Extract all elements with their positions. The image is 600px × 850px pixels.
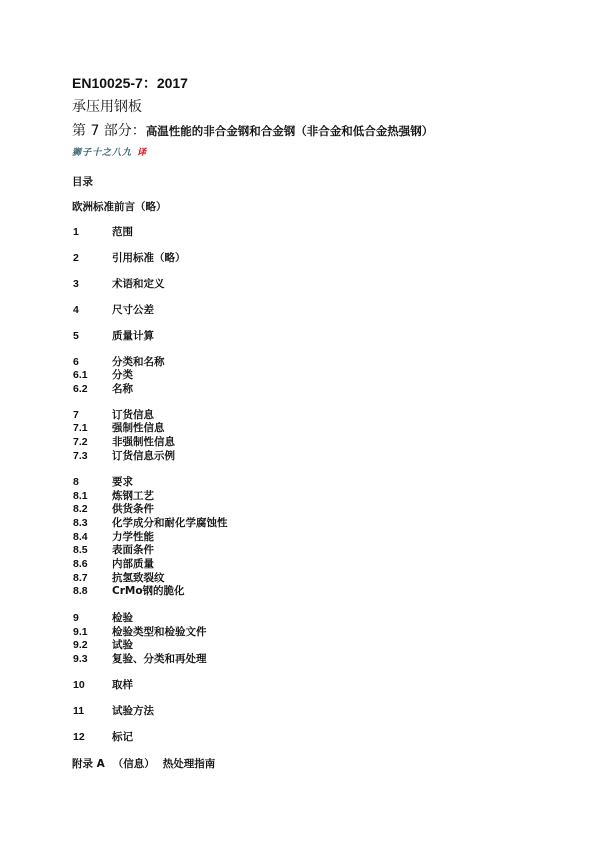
toc-preface: 欧洲标准前言（略） xyxy=(72,201,167,213)
toc-entry-label: 试验 xyxy=(112,639,133,651)
toc-entry-label: 力学性能 xyxy=(112,531,154,543)
toc-entry-label: 检验 xyxy=(112,612,133,624)
toc-entry-label: 分类和名称 xyxy=(112,356,165,368)
toc-entry xyxy=(73,251,186,265)
toc-entry-number: 11 xyxy=(73,705,85,717)
toc-entry-number: 9.2 xyxy=(73,639,88,651)
subtitle-part: 第 7 部分： xyxy=(72,123,146,139)
toc-entry-label: 炼钢工艺 xyxy=(112,490,154,502)
toc-entry-label: 名称 xyxy=(112,383,133,395)
translator-mark: 译 xyxy=(137,148,148,158)
toc-heading: 目录 xyxy=(72,176,93,188)
toc-entry-label: 复验、分类和再处理 xyxy=(112,653,207,665)
toc-entry-label: 要求 xyxy=(112,476,133,488)
toc-entry xyxy=(73,516,228,530)
toc-entry xyxy=(73,652,207,666)
toc-entry-label: CrMo钢的脆化 xyxy=(112,585,185,597)
toc-entry-label: 内部质量 xyxy=(112,558,154,570)
toc-entry-number: 8.7 xyxy=(73,572,88,584)
toc-entry-label: 化学成分和耐化学腐蚀性 xyxy=(112,517,228,529)
toc-entry xyxy=(73,277,165,291)
toc-entry-label: 范围 xyxy=(112,226,133,238)
toc-entry-number: 8.5 xyxy=(73,544,88,556)
toc-entry-number: 8.2 xyxy=(73,503,88,515)
toc-entry-label: 质量计算 xyxy=(112,330,154,342)
toc-entry-number: 8.3 xyxy=(73,517,88,529)
toc-entry-label: 表面条件 xyxy=(112,544,154,556)
document-title: 承压用钢板 xyxy=(72,99,142,115)
toc-entry-label: 尺寸公差 xyxy=(112,304,154,316)
toc-entry xyxy=(73,421,165,435)
toc-entry-number: 6 xyxy=(73,356,79,368)
toc-entry-label: 取样 xyxy=(112,679,133,691)
toc-entry xyxy=(73,408,154,422)
annex-label: 附录 A xyxy=(72,758,105,770)
toc-entry-label: 供货条件 xyxy=(112,503,154,515)
toc-entry-label: 试验方法 xyxy=(112,705,154,717)
translator-credit xyxy=(72,145,147,158)
toc-entry-label: 抗氢致裂纹 xyxy=(112,572,165,584)
toc-entry-label: 引用标准（略） xyxy=(112,252,186,264)
toc-entry xyxy=(73,382,133,396)
toc-entry xyxy=(73,329,154,343)
toc-entry-number: 7 xyxy=(73,409,79,421)
toc-entry xyxy=(73,502,154,516)
toc-entry xyxy=(73,355,165,369)
toc-entry xyxy=(73,543,154,557)
toc-entry-label: 标记 xyxy=(112,731,133,743)
toc-entry xyxy=(73,368,133,382)
toc-entry-label: 订货信息 xyxy=(112,409,154,421)
toc-entry-number: 9.1 xyxy=(73,626,88,638)
toc-entry-number: 10 xyxy=(73,679,85,691)
toc-entry xyxy=(73,678,133,692)
standard-id: EN10025-7：2017 xyxy=(72,75,188,91)
subtitle-description: 高温性能的非合金钢和合金钢（非合金和低合金热强钢） xyxy=(145,124,434,138)
toc-entry-label: 术语和定义 xyxy=(112,278,165,290)
toc-entry-number: 8.4 xyxy=(73,531,88,543)
translator-name: 狮子十之八九 xyxy=(72,148,133,158)
annex-type: （信息） xyxy=(112,758,155,770)
toc-entry xyxy=(73,225,133,239)
toc-annex xyxy=(72,756,223,771)
toc-entry xyxy=(73,489,154,503)
toc-entry xyxy=(73,475,133,489)
toc-entry-label: 强制性信息 xyxy=(112,422,165,434)
toc-entry xyxy=(73,449,175,463)
toc-entry-number: 5 xyxy=(73,330,79,342)
toc-entry xyxy=(73,557,154,571)
toc-entry xyxy=(73,611,133,625)
toc-entry xyxy=(73,704,154,718)
toc-entry-number: 4 xyxy=(73,304,79,316)
toc-entry-number: 8.6 xyxy=(73,558,88,570)
toc-entry-number: 2 xyxy=(73,252,79,264)
toc-entry-number: 8 xyxy=(73,476,79,488)
toc-entry xyxy=(73,730,133,744)
toc-entry-label: 订货信息示例 xyxy=(112,450,175,462)
toc-entry xyxy=(73,530,154,544)
toc-entry-number: 7.2 xyxy=(73,436,88,448)
toc-entry-number: 1 xyxy=(73,226,79,238)
toc-entry-number: 3 xyxy=(73,278,79,290)
toc-entry-number: 7.1 xyxy=(73,422,88,434)
toc-entry xyxy=(73,571,165,585)
toc-entry-number: 8.8 xyxy=(73,585,88,597)
annex-title: 热处理指南 xyxy=(162,758,216,770)
toc-entry xyxy=(73,435,175,449)
toc-entry xyxy=(73,584,185,598)
toc-entry-number: 6.2 xyxy=(73,383,88,395)
toc-entry xyxy=(73,303,154,317)
toc-entry-number: 12 xyxy=(73,731,85,743)
toc-entry-number: 8.1 xyxy=(73,490,88,502)
toc-entry-number: 6.1 xyxy=(73,369,88,381)
toc-entry-number: 9 xyxy=(73,612,79,624)
toc-entry-label: 检验类型和检验文件 xyxy=(112,626,207,638)
document-subtitle xyxy=(72,120,433,140)
toc-entry xyxy=(73,638,133,652)
toc-entry-number: 9.3 xyxy=(73,653,88,665)
toc-entry-label: 分类 xyxy=(112,369,133,381)
toc-entry xyxy=(73,625,207,639)
toc-entry-number: 7.3 xyxy=(73,450,88,462)
toc-entry-label: 非强制性信息 xyxy=(112,436,175,448)
